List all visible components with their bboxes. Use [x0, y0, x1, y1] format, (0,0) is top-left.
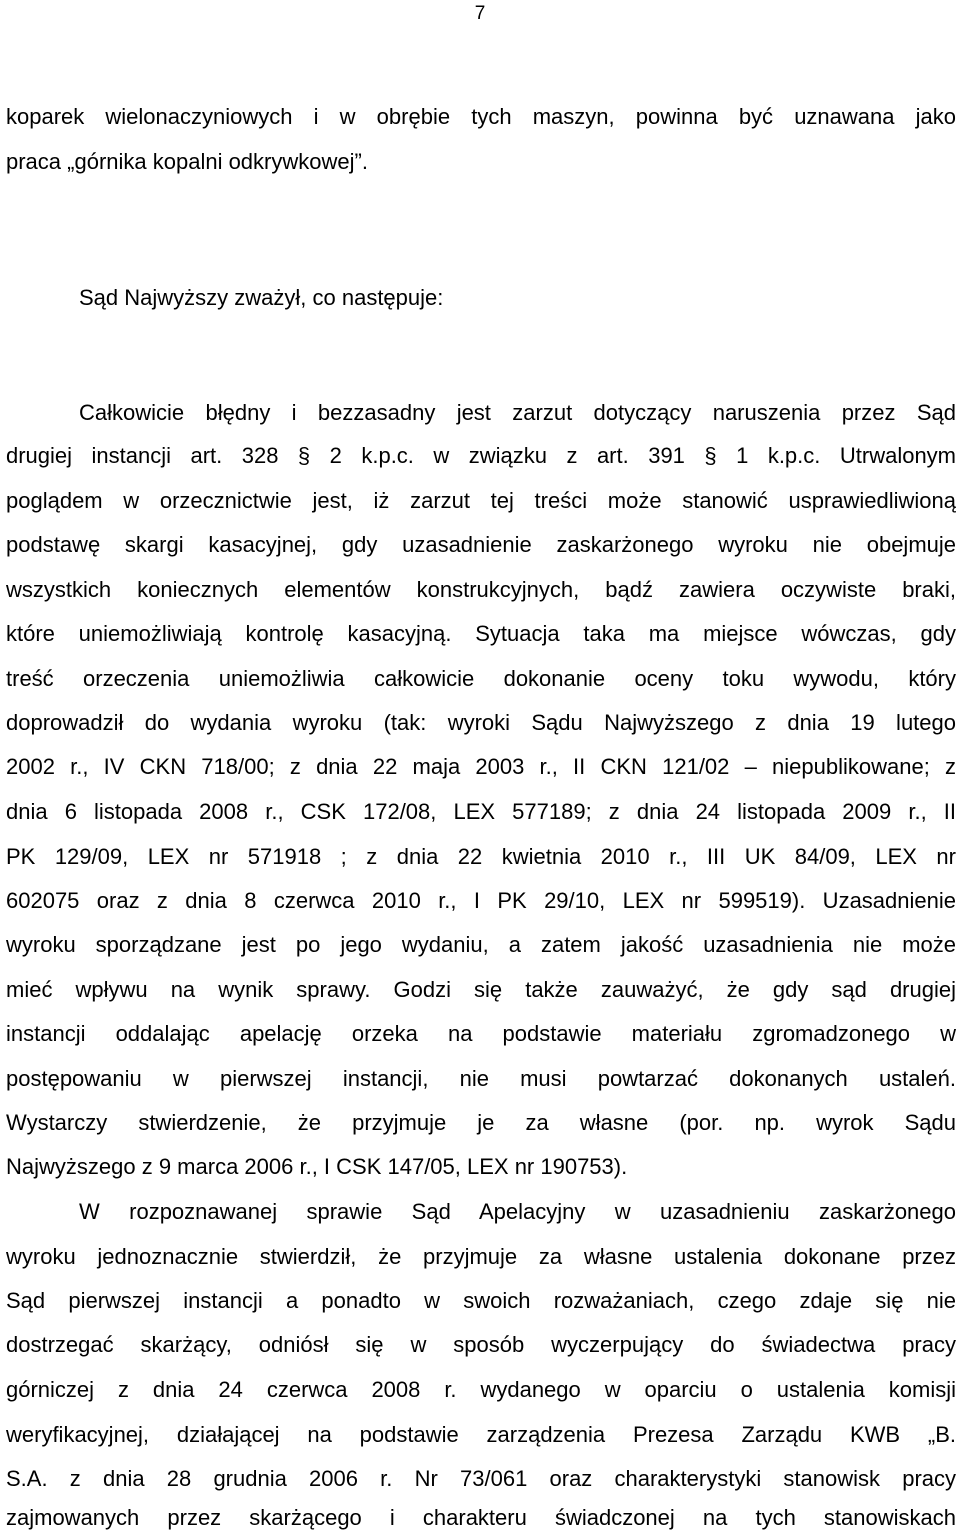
text-line: wyroku sporządzane jest po jego wydaniu, a zatem jakość uzasadnienia nie może	[6, 932, 956, 957]
text-line: instancji oddalając apelację orzeka na podstawie materiału zgromadzonego w	[6, 1021, 956, 1046]
text-line: podstawę skargi kasacyjnej, gdy uzasadnienie zaskarżonego wyroku nie obejmuje	[6, 532, 956, 557]
text-line: koparek wielonaczyniowych i w obrębie tych maszyn, powinna być uznawana jako	[6, 104, 956, 129]
text-line: S.A. z dnia 28 grudnia 2006 r. Nr 73/061 oraz charakterystyki stanowisk pracy	[6, 1466, 956, 1491]
text-line: które uniemożliwiają kontrolę kasacyjną. Sytuacja taka ma miejsce wówczas, gdy	[6, 621, 956, 646]
text-line: W rozpoznawanej sprawie Sąd Apelacyjny w uzasadnieniu zaskarżonego	[79, 1199, 956, 1224]
text-line: mieć wpływu na wynik sprawy. Godzi się także zauważyć, że gdy sąd drugiej	[6, 977, 956, 1002]
text-line: PK 129/09, LEX nr 571918 ; z dnia 22 kwietnia 2010 r., III UK 84/09, LEX nr	[6, 844, 956, 869]
text-line: dostrzegać skarżący, odniósł się w sposób wyczerpujący do świadectwa pracy	[6, 1332, 956, 1357]
text-line: zajmowanych przez skarżącego i charakteru świadczonej na tych stanowiskach	[6, 1505, 956, 1530]
text-line: postępowaniu w pierwszej instancji, nie musi powtarzać dokonanych ustaleń.	[6, 1066, 956, 1091]
text-line: drugiej instancji art. 328 § 2 k.p.c. w związku z art. 391 § 1 k.p.c. Utrwalonym	[6, 443, 956, 468]
text-line: treść orzeczenia uniemożliwia całkowicie dokonanie oceny toku wywodu, który	[6, 666, 956, 691]
text-line: wszystkich koniecznych elementów konstrukcyjnych, bądź zawiera oczywiste braki,	[6, 577, 956, 602]
text-line: górniczej z dnia 24 czerwca 2008 r. wydanego w oparciu o ustalenia komisji	[6, 1377, 956, 1402]
text-line: Najwyższego z 9 marca 2006 r., I CSK 147/05, LEX nr 190753).	[6, 1154, 628, 1179]
text-line: 2002 r., IV CKN 718/00; z dnia 22 maja 2003 r., II CKN 121/02 – niepublikowane; z	[6, 754, 956, 779]
text-line: doprowadził do wydania wyroku (tak: wyroki Sądu Najwyższego z dnia 19 lutego	[6, 710, 956, 735]
section-heading: Sąd Najwyższy zważył, co następuje:	[79, 285, 444, 310]
text-line: Wystarczy stwierdzenie, że przyjmuje je za własne (por. np. wyrok Sądu	[6, 1110, 956, 1135]
text-line: wyroku jednoznacznie stwierdził, że przyjmuje za własne ustalenia dokonane przez	[6, 1244, 956, 1269]
text-line: Całkowicie błędny i bezzasadny jest zarzut dotyczący naruszenia przez Sąd	[79, 400, 956, 425]
text-line: poglądem w orzecznictwie jest, iż zarzut tej treści może stanowić usprawiedliwioną	[6, 488, 956, 513]
text-line: weryfikacyjnej, działającej na podstawie zarządzenia Prezesa Zarządu KWB „B.	[6, 1422, 956, 1447]
page-number: 7	[474, 3, 486, 24]
text-line: praca „górnika kopalni odkrywkowej”.	[6, 149, 368, 174]
text-line: dnia 6 listopada 2008 r., CSK 172/08, LEX 577189; z dnia 24 listopada 2009 r., II	[6, 799, 956, 824]
text-line: Sąd pierwszej instancji a ponadto w swoich rozważaniach, czego zdaje się nie	[6, 1288, 956, 1313]
text-line: 602075 oraz z dnia 8 czerwca 2010 r., I PK 29/10, LEX nr 599519). Uzasadnienie	[6, 888, 956, 913]
